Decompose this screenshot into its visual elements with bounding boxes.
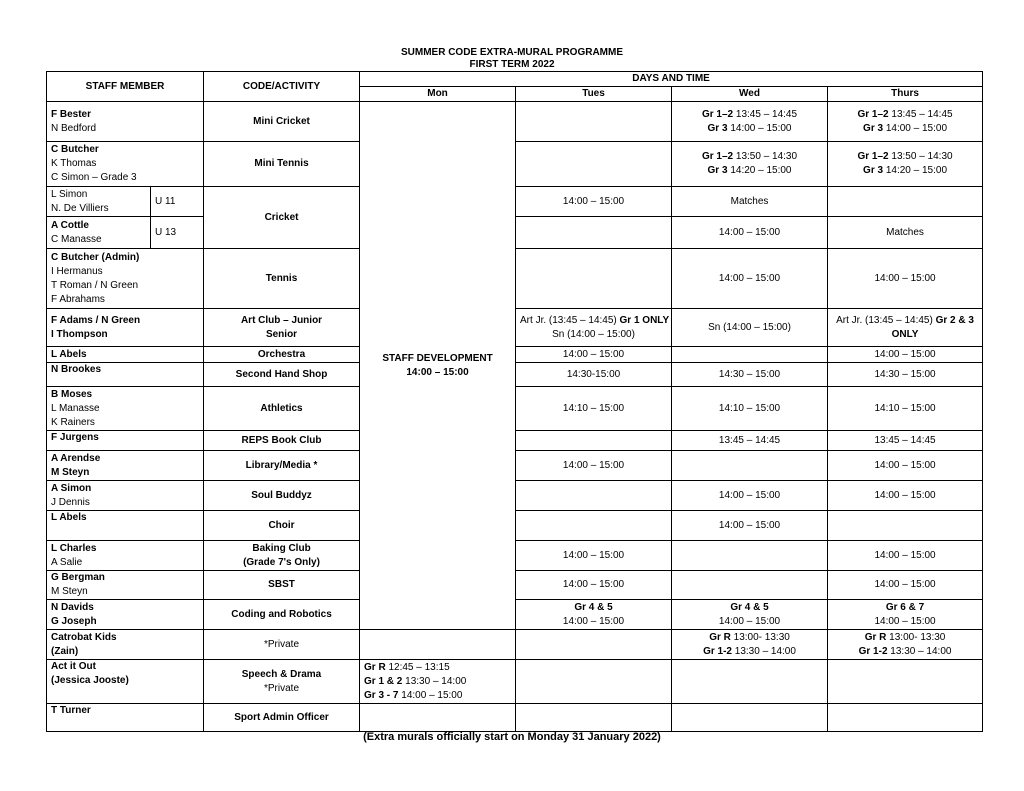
activity-cell: Mini Cricket [204,102,360,142]
thurs-cell: Matches [828,217,983,249]
mon-cell [360,704,516,732]
thurs-cell [828,660,983,704]
thurs-cell: Gr R 13:00- 13:30 Gr 1-2 13:30 – 14:00 [828,630,983,660]
staff-cell: L Abels [47,511,204,541]
thurs-cell: 13:45 – 14:45 [828,431,983,451]
activity-cell: Soul Buddyz [204,481,360,511]
thurs-cell: 14:00 – 15:00 [828,481,983,511]
activity-cell: Choir [204,511,360,541]
wed-cell: Gr 1–2 13:50 – 14:30 Gr 3 14:20 – 15:00 [672,142,828,187]
page-title [0,47,1024,71]
footer-note: (Extra murals officially start on Monday 31 January 2022) [363,731,661,743]
wed-cell [672,541,828,571]
wed-cell: 14:00 – 15:00 [672,217,828,249]
wed-cell: 13:45 – 14:45 [672,431,828,451]
wed-cell: Gr 1–2 13:45 – 14:45 Gr 3 14:00 – 15:00 [672,102,828,142]
staff-cell: L Simon N. De Villiers [47,187,151,217]
tues-cell: 14:10 – 15:00 [516,387,672,431]
mon-cell: Gr 4 & 5 14:00 – 15:00 [516,600,672,630]
staff-cell: T Turner [47,704,204,732]
thurs-cell: 14:00 – 15:00 [828,451,983,481]
wed-cell: Gr R 13:00- 13:30 Gr 1-2 13:30 – 14:00 [672,630,828,660]
wed-cell: 14:30 – 15:00 [672,363,828,387]
programme-title: SUMMER CODE EXTRA-MURAL PROGRAMME [400,47,624,58]
tues-cell: 14:00 – 15:00 [516,347,672,363]
table-row [47,347,983,363]
wed-cell: 14:00 – 15:00 [672,481,828,511]
header-thurs: Thurs [828,87,983,102]
staff-cell: N Brookes [47,363,204,387]
staff-cell: Act it Out (Jessica Jooste) [47,660,204,704]
thurs-cell: 14:00 – 15:00 [828,541,983,571]
header-wed: Wed [672,87,828,102]
activity-cell: Art Club – Junior Senior [204,309,360,347]
table-row [47,600,983,630]
age-group-cell: U 13 [151,217,204,249]
table-row [47,481,983,511]
activity-cell: Tennis [204,249,360,309]
activity-cell: *Private [204,630,360,660]
wed-cell: 14:00 – 15:00 [672,249,828,309]
activity-cell: Athletics [204,387,360,431]
activity-cell: Baking Club (Grade 7's Only) [204,541,360,571]
staff-cell: C Butcher K Thomas C Simon – Grade 3 [47,142,204,187]
wed-cell [672,704,828,732]
activity-cell: Orchestra [204,347,360,363]
tues-cell: 14:30-15:00 [516,363,672,387]
staff-cell: F Adams / N Green I Thompson [47,309,204,347]
thurs-cell: Gr 1–2 13:50 – 14:30 Gr 3 14:20 – 15:00 [828,142,983,187]
thurs-cell: 14:00 – 15:00 [828,347,983,363]
tues-cell [516,217,672,249]
wed-cell [672,451,828,481]
activity-cell: Mini Tennis [204,142,360,187]
header-tues: Tues [516,87,672,102]
wed-cell: Gr 6 & 7 14:00 – 15:00 [828,600,983,630]
thurs-cell [828,187,983,217]
table-row [47,511,983,541]
tues-cell [516,431,672,451]
mon-cell: Gr R 12:45 – 13:15 Gr 1 & 2 13:30 – 14:00 Gr 3 - 7 14:00 – 15:00 [360,660,516,704]
table-row [47,142,983,187]
age-group-cell: U 11 [151,187,204,217]
header-days: DAYS AND TIME [360,72,983,87]
tues-cell: 14:00 – 15:00 [516,571,672,600]
staff-cell: A Arendse M Steyn [47,451,204,481]
wed-cell [672,660,828,704]
table-row [47,630,983,660]
wed-cell: 14:00 – 15:00 [672,511,828,541]
tues-cell [516,249,672,309]
staff-cell: A Cottle C Manasse [47,217,151,249]
staff-cell: F Jurgens [47,431,204,451]
activity-cell: Library/Media * [204,451,360,481]
activity-cell: Sport Admin Officer [204,704,360,732]
staff-cell: L Abels [47,347,204,363]
thurs-cell: 14:00 – 15:00 [828,249,983,309]
activity-cell: Second Hand Shop [204,363,360,387]
staff-cell: G Bergman M Steyn [47,571,204,600]
table-row [47,363,983,387]
activity-cell: REPS Book Club [204,431,360,451]
tues-cell [516,511,672,541]
wed-cell [672,571,828,600]
table-row [47,249,983,309]
thurs-cell: 14:10 – 15:00 [828,387,983,431]
staff-cell: F Bester N Bedford [47,102,204,142]
tues-cell [516,102,672,142]
staff-cell: A Simon J Dennis [47,481,204,511]
term-subtitle: FIRST TERM 2022 [469,59,555,70]
thurs-cell [828,704,983,732]
table-row [47,660,983,704]
tues-cell: 14:00 – 15:00 [516,451,672,481]
tues-cell: 14:00 – 15:00 [516,541,672,571]
staff-cell: B Moses L Manasse K Rainers [47,387,204,431]
table-row [47,187,983,217]
wed-cell: Sn (14:00 – 15:00) [672,309,828,347]
header-mon: Mon [360,87,516,102]
staff-development-cell: STAFF DEVELOPMENT 14:00 – 15:00 [360,102,516,630]
table-row [47,431,983,451]
staff-cell: C Butcher (Admin) I Hermanus T Roman / N Green F Abrahams [47,249,204,309]
table-row [47,451,983,481]
staff-cell: L Charles A Salie [47,541,204,571]
thurs-cell [828,511,983,541]
table-row [47,387,983,431]
staff-cell: Catrobat Kids (Zain) [47,630,204,660]
staff-cell: N Davids G Joseph [47,600,204,630]
tues-cell [516,630,672,660]
tues-cell [516,481,672,511]
tues-cell: Gr 4 & 5 14:00 – 15:00 [672,600,828,630]
table-row [47,217,983,249]
table-row [47,541,983,571]
thurs-cell: Art Jr. (13:45 – 14:45) Gr 2 & 3 ONLY [828,309,983,347]
tues-cell [516,142,672,187]
programme-table [46,71,983,732]
table-row [47,309,983,347]
wed-cell [672,347,828,363]
tues-cell: 14:00 – 15:00 [516,187,672,217]
tues-cell [516,660,672,704]
table-row [47,704,983,732]
activity-cell: Coding and Robotics [204,600,360,630]
tues-cell [516,704,672,732]
wed-cell: Matches [672,187,828,217]
activity-cell: Speech & Drama *Private [204,660,360,704]
activity-cell: SBST [204,571,360,600]
activity-cell: Cricket [204,187,360,249]
mon-cell [360,630,516,660]
tues-cell: Art Jr. (13:45 – 14:45) Gr 1 ONLY Sn (14:00 – 15:00) [516,309,672,347]
table-row [47,102,983,142]
wed-cell: 14:10 – 15:00 [672,387,828,431]
thurs-cell: 14:00 – 15:00 [828,571,983,600]
table-row [47,571,983,600]
thurs-cell: Gr 1–2 13:45 – 14:45 Gr 3 14:00 – 15:00 [828,102,983,142]
header-activity: CODE/ACTIVITY [204,72,360,102]
thurs-cell: 14:30 – 15:00 [828,363,983,387]
header-staff: STAFF MEMBER [47,72,204,102]
